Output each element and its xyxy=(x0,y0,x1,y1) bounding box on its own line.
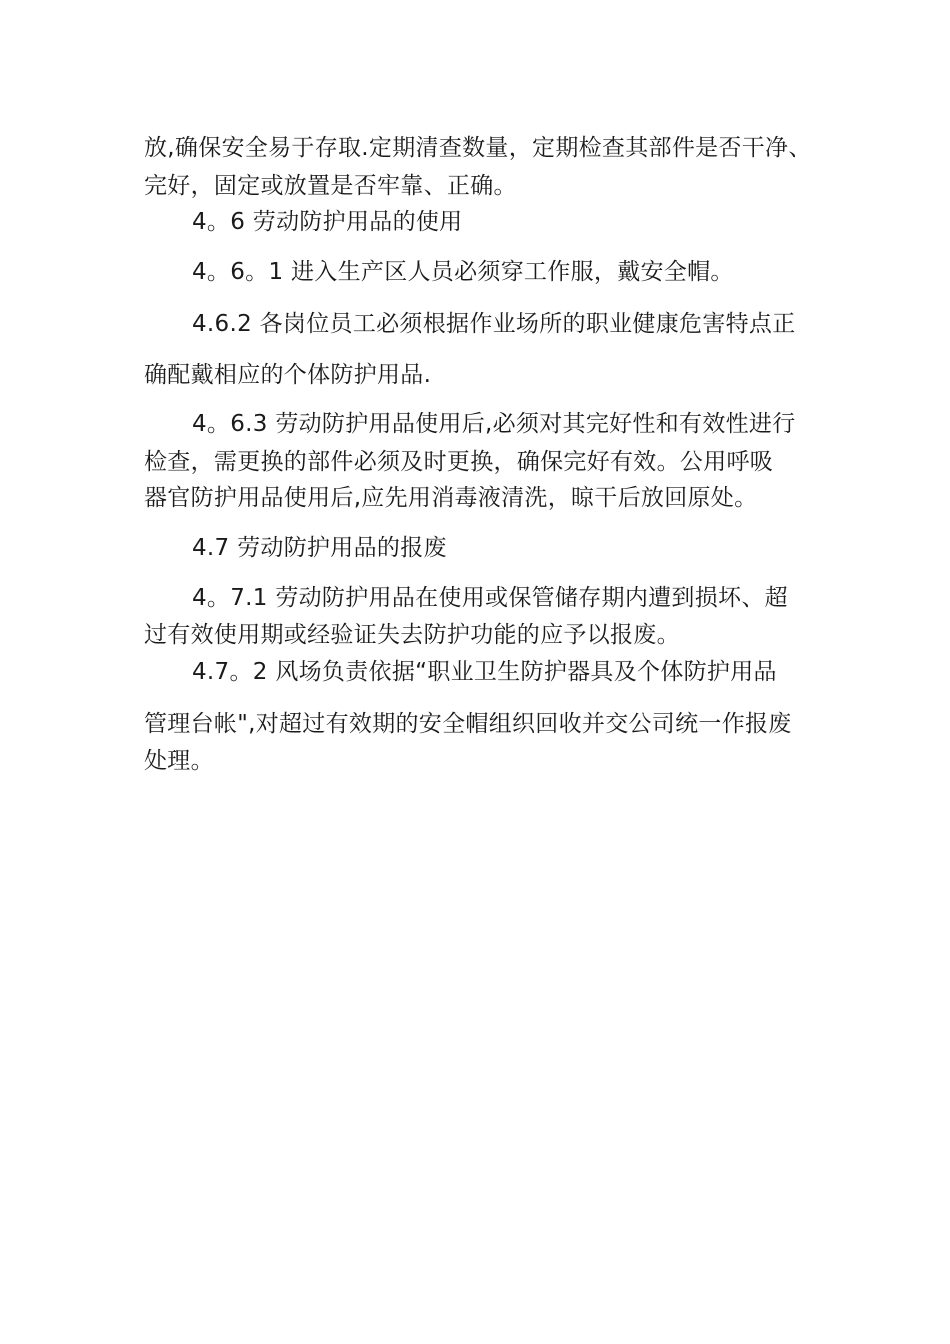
text-line: 确配戴相应的个体防护用品. xyxy=(144,362,432,388)
section-heading: 4.7 劳动防护用品的报废 xyxy=(192,535,447,561)
text-line: 器官防护用品使用后,应先用消毒液清洗，晾干后放回原处。 xyxy=(144,485,758,511)
section-heading: 4。6 劳动防护用品的使用 xyxy=(192,209,463,235)
text-line: 检查，需更换的部件必须及时更换，确保完好有效。公用呼吸 xyxy=(144,449,774,475)
text-line: 4。6.3 劳动防护用品使用后,必须对其完好性和有效性进行 xyxy=(192,411,796,437)
text-line: 过有效使用期或经验证失去防护功能的应予以报废。 xyxy=(144,622,680,648)
text-line: 4.7。2 风场负责依据“职业卫生防护器具及个体防护用品 xyxy=(192,659,777,685)
text-line: 完好，固定或放置是否牢靠、正确。 xyxy=(144,173,517,199)
text-line: 4.6.2 各岗位员工必须根据作业场所的职业健康危害特点正 xyxy=(192,311,796,337)
text-line: 处理。 xyxy=(144,748,214,774)
text-line: 放,确保安全易于存取.定期清查数量，定期检查其部件是否干净、 xyxy=(144,135,812,161)
text-line: 4。7.1 劳动防护用品在使用或保管储存期内遭到损坏、超 xyxy=(192,585,788,611)
text-line: 4。6。1 进入生产区人员必须穿工作服，戴安全帽。 xyxy=(192,259,734,285)
text-line: 管理台帐",对超过有效期的安全帽组织回收并交公司统一作报废 xyxy=(144,711,792,737)
